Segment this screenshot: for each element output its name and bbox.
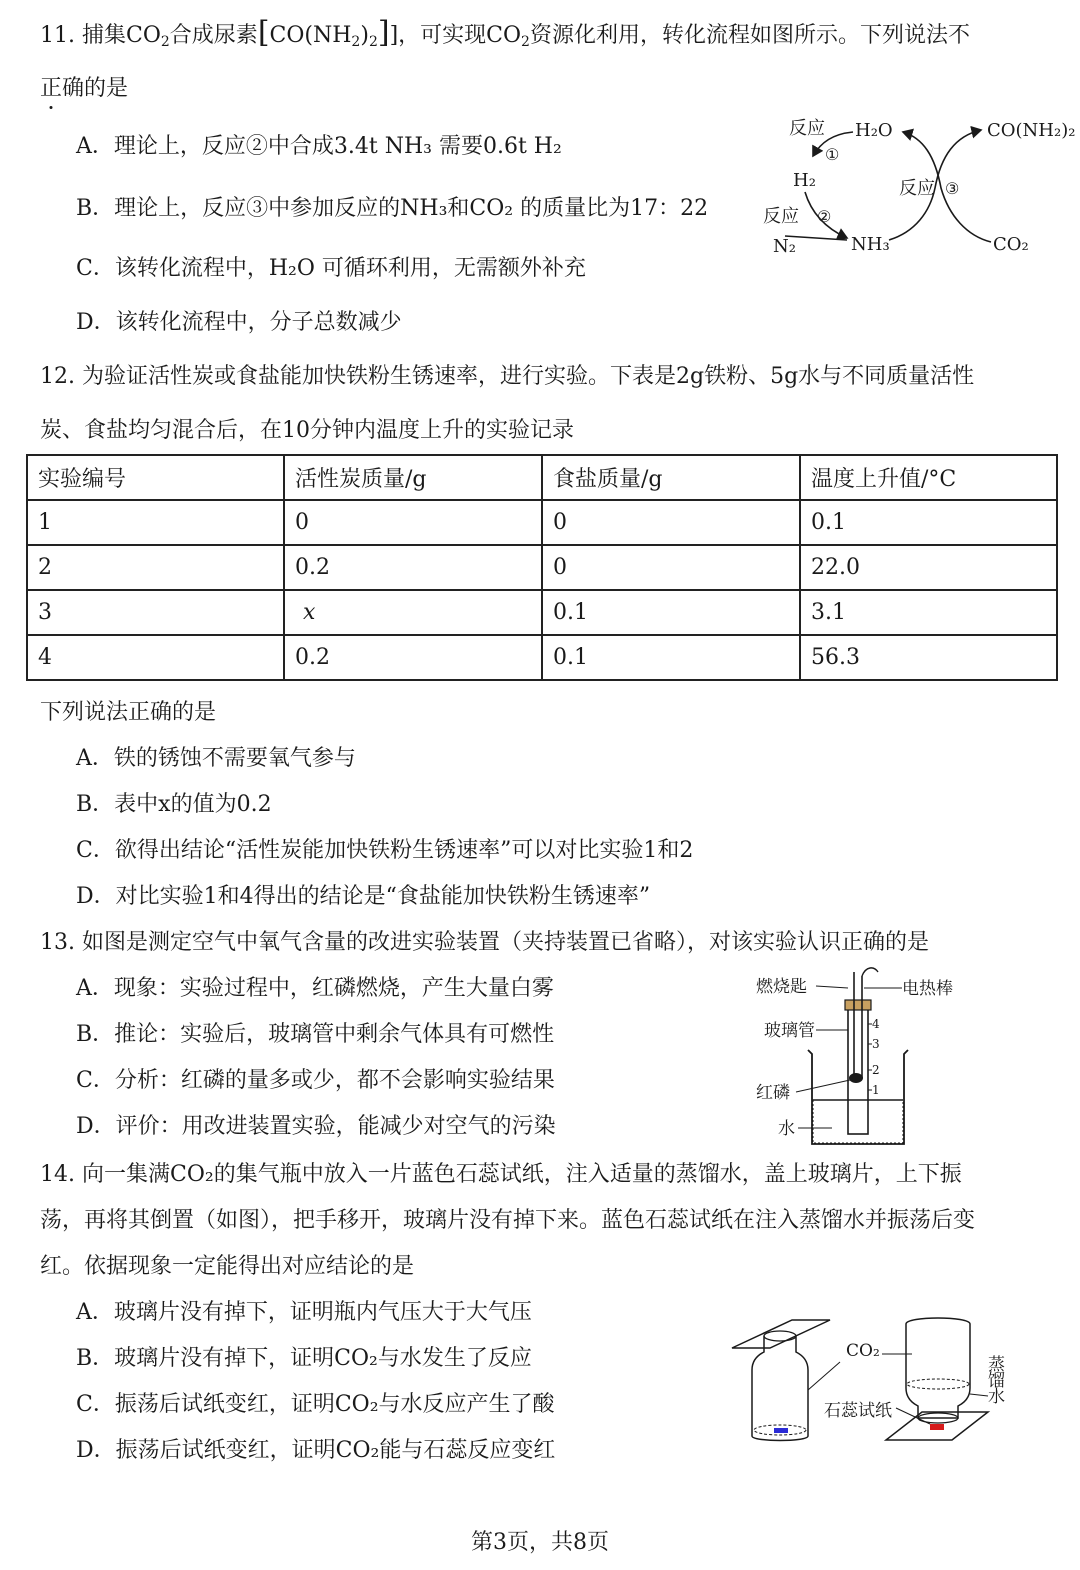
q11-label-h2: H₂ [793,170,816,191]
q12-stem-line2: 炭、食盐均匀混合后，在10分钟内温度上升的实验记录 [40,418,574,443]
q14-option-a[interactable]: A．玻璃片没有掉下，证明瓶内气压大于大气压 [76,1300,532,1325]
q11-option-b[interactable]: B．理论上，反应③中参加反应的NH₃和CO₂ 的质量比为17：22 [76,196,709,221]
q14-number: 14. [40,1162,75,1187]
table-row [27,590,1057,635]
q11-stem-line2: 正确的是 [40,76,129,101]
q13-label-tube: 玻璃管 [764,1021,815,1041]
q12-option-c[interactable]: C．欲得出结论“活性炭能加快铁粉生锈速率”可以对比实验1和2 [76,838,694,863]
q11-label-r1: 反应 [789,118,825,139]
table-cell: 3.1 [800,590,1057,635]
q14-option-d[interactable]: D．振荡后试纸变红，证明CO₂能与石蕊反应变红 [76,1438,556,1463]
q12-experiment-table [26,454,1058,681]
q12-number: 12. [40,364,75,389]
q13-option-d[interactable]: D．评价：用改进装置实验，能减少对空气的污染 [76,1114,556,1139]
q14-label-co2: CO₂ [846,1341,880,1361]
q11-label-r1-num: ① [825,145,840,164]
table-cell: 0.1 [542,635,800,680]
q11-label-h2o: H₂O [855,120,893,141]
q14-option-c[interactable]: C．振荡后试纸变红，证明CO₂与水反应产生了酸 [76,1392,555,1417]
q11-label-co2: CO₂ [993,234,1029,255]
q13-option-c[interactable]: C．分析：红磷的量多或少，都不会影响实验结果 [76,1068,555,1093]
q14-label-litmus: 石蕊试纸 [824,1401,892,1421]
q13-mark-4: 4 [872,1017,880,1031]
q14-label-water-1: 蒸 [988,1355,1005,1375]
table-cell: 0.2 [284,545,542,590]
q14-stem-line1: 14. 向一集满CO₂的集气瓶中放入一片蓝色石蕊试纸，注入适量的蒸馏水，盖上玻璃片，上下振 [40,1162,962,1187]
table-cell: 0 [284,500,542,545]
page-footer: 第3页，共8页 [471,1530,609,1555]
q13-apparatus-diagram [752,958,982,1153]
table-cell: 22.0 [800,545,1057,590]
q11-label-r2-num: ② [817,207,832,226]
table-row [27,545,1057,590]
table-row [27,635,1057,680]
q12-option-a[interactable]: A．铁的锈蚀不需要氧气参与 [76,746,356,771]
table-cell: 0.1 [800,500,1057,545]
table-cell: 0.1 [542,590,800,635]
table-header-row [27,455,1057,500]
table-header-cell: 实验编号 [27,455,284,500]
q13-stem: 13. 如图是测定空气中氧气含量的改进实验装置（夹持装置已省略），对该实验认识正确的是 [40,930,930,955]
q11-number: 11. [40,23,75,48]
table-header-cell: 温度上升值/°C [800,455,1057,500]
red-litmus-paper [930,1424,944,1430]
q11-stem-line1: 11. 捕集$CO_2$合成尿素$[CO(NH_2)_2]$]，可实现$CO_2$资源化利用，转化流程如图所示。下列说法不 [40,15,970,50]
q14-label-water-3: 水 [988,1387,1005,1407]
q11-option-d[interactable]: D．该转化流程中，分子总数减少 [76,310,402,335]
q14-option-b[interactable]: B．玻璃片没有掉下，证明CO₂与水发生了反应 [76,1346,532,1371]
table-cell: 0.2 [284,635,542,680]
table-cell: 0 [542,500,800,545]
q11-label-urea: CO(NH₂)₂ [987,120,1075,141]
blue-litmus-paper [774,1428,788,1433]
q11-label-n2: N₂ [773,236,796,257]
q12-prompt: 下列说法正确的是 [40,700,217,725]
table-cell: 1 [27,500,284,545]
q13-label-phosphorus: 红磷 [756,1083,790,1103]
table-row [27,500,1057,545]
q14-bottles-diagram [726,1300,1026,1460]
q13-label-rod: 电热棒 [902,979,953,999]
q14-stem-line3: 红。依据现象一定能得出对应结论的是 [40,1254,415,1279]
table-cell: 2 [27,545,284,590]
q11-option-c[interactable]: C．该转化流程中，H₂O 可循环利用，无需额外补充 [76,256,586,281]
table-header-cell: 食盐质量/g [542,455,800,500]
q13-label-water: 水 [778,1119,795,1139]
q13-label-spoon: 燃烧匙 [756,977,807,997]
q11-option-a[interactable]: A．理论上，反应②中合成3.4t NH₃ 需要0.6t H₂ [76,134,562,159]
q12-option-d[interactable]: D．对比实验1和4得出的结论是“食盐能加快铁粉生锈速率” [76,884,651,909]
q13-mark-2: 2 [872,1063,880,1077]
q11-cycle-diagram [755,112,1075,262]
q11-label-r2: 反应 [763,206,799,227]
q13-option-b[interactable]: B．推论：实验后，玻璃管中剩余气体具有可燃性 [76,1022,555,1047]
q11-label-r3: 反应 [899,178,935,199]
q13-mark-3: 3 [872,1037,880,1051]
q11-label-r3-num: ③ [945,179,960,198]
q13-mark-1: 1 [872,1083,880,1097]
q13-number: 13. [40,930,75,955]
table-cell: 56.3 [800,635,1057,680]
q13-option-a[interactable]: A．现象：实验过程中，红磷燃烧，产生大量白雾 [76,976,554,1001]
q12-stem-line1: 12. 为验证活性炭或食盐能加快铁粉生锈速率，进行实验。下表是2g铁粉、5g水与不同质量活性 [40,364,975,389]
q11-label-nh3: NH₃ [851,234,890,255]
table-cell: x [284,590,542,635]
table-cell: 4 [27,635,284,680]
q12-option-b[interactable]: B．表中x的值为0.2 [76,792,272,817]
table-cell: 3 [27,590,284,635]
table-cell: 0 [542,545,800,590]
q14-stem-line2: 荡，再将其倒置（如图），把手移开，玻璃片没有掉下来。蓝色石蕊试纸在注入蒸馏水并振荡后变 [40,1208,976,1233]
table-header-cell: 活性炭质量/g [284,455,542,500]
q14-label-water-2: 馏 [988,1371,1005,1391]
